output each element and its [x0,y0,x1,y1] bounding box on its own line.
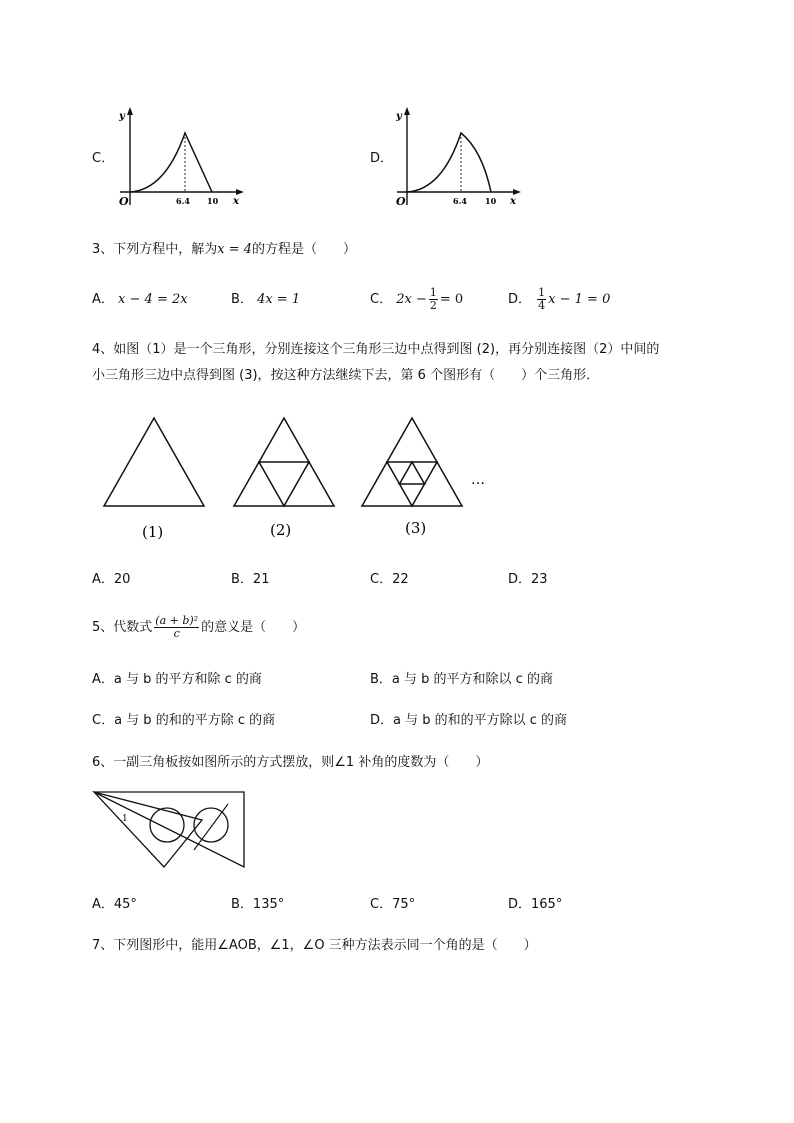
question-5-option-b: B．a 与 b 的平方和除以 c 的商 [370,672,553,687]
question-6-option-a: A．45° [92,897,137,912]
figure-1-caption: (1) [142,523,164,541]
graph-c [110,105,250,210]
axis-x-label: x [510,196,516,207]
question-7-stem: 7、下列图形中，能用∠AOB，∠1，∠O 三种方法表示同一个角的是（ ） [92,938,537,953]
figure-2-caption: (2) [270,521,292,539]
question-4-option-c: C．22 [370,572,409,587]
question-3-option-a: A． x − 4 = 2x [92,292,188,307]
triangle-figures [100,412,500,547]
question-4-stem-line-2: 小三角形三边中点得到图 (3)，按这种方法继续下去，第 6 个图形有（ ）个三角形． [92,368,600,383]
axis-y-label: y [119,111,125,122]
origin-label: O [119,195,129,208]
option-d-label: D． [370,151,394,166]
question-5-option-c: C．a 与 b 的和的平方除 c 的商 [92,713,276,728]
question-4-option-d: D．23 [508,572,548,587]
question-4-stem-line-1: 4、如图（1）是一个三角形，分别连接这个三角形三边中点得到图 (2)，再分别连接图（2）中间的 [92,342,660,357]
tick-label-6-4: 6.4 [176,196,190,206]
axis-x-label: x [233,196,239,207]
question-6-option-c: C．75° [370,897,416,912]
question-5-stem: 5、代数式 $\frac{\text{(a + b)²}}{c}$ 的意义是（ ） [92,614,306,640]
question-3-option-b: B． 4x = 1 [231,292,301,307]
option-c-label: C． [92,151,115,166]
angle-1-label: 1 [122,814,128,824]
question-6-option-d: D．165° [508,897,563,912]
axis-y-label: y [396,111,402,122]
origin-label: O [396,195,406,208]
question-6-option-b: B．135° [231,897,285,912]
triangle-figure-3 [362,418,462,506]
question-6-stem: 6、一副三角板按如图所示的方式摆放，则∠1 补角的度数为（ ） [92,755,489,770]
question-3-stem: 3、下列方程中，解为x = 4的方程是（ ） [92,242,357,257]
tick-label-10: 10 [485,196,497,206]
figure-3-caption: (3) [405,519,427,537]
question-5-option-a: A．a 与 b 的平方和除 c 的商 [92,672,262,687]
triangle-figure-1 [104,418,204,506]
set-square-figure [92,790,252,870]
triangle-figure-2 [234,418,334,506]
tick-label-6-4: 6.4 [453,196,467,206]
tick-label-10: 10 [207,196,219,206]
question-5-option-d: D．a 与 b 的和的平方除以 c 的商 [370,713,568,728]
continuation-dots: … [471,472,485,488]
question-3-option-d: D． $\frac{1}{4}$ x − 1 = 0 [508,286,611,312]
question-3-option-c: C． 2x − $\frac{1}{2}$ = 0 [370,286,464,312]
question-4-option-a: A．20 [92,572,131,587]
graph-d [387,105,527,210]
question-4-option-b: B．21 [231,572,270,587]
